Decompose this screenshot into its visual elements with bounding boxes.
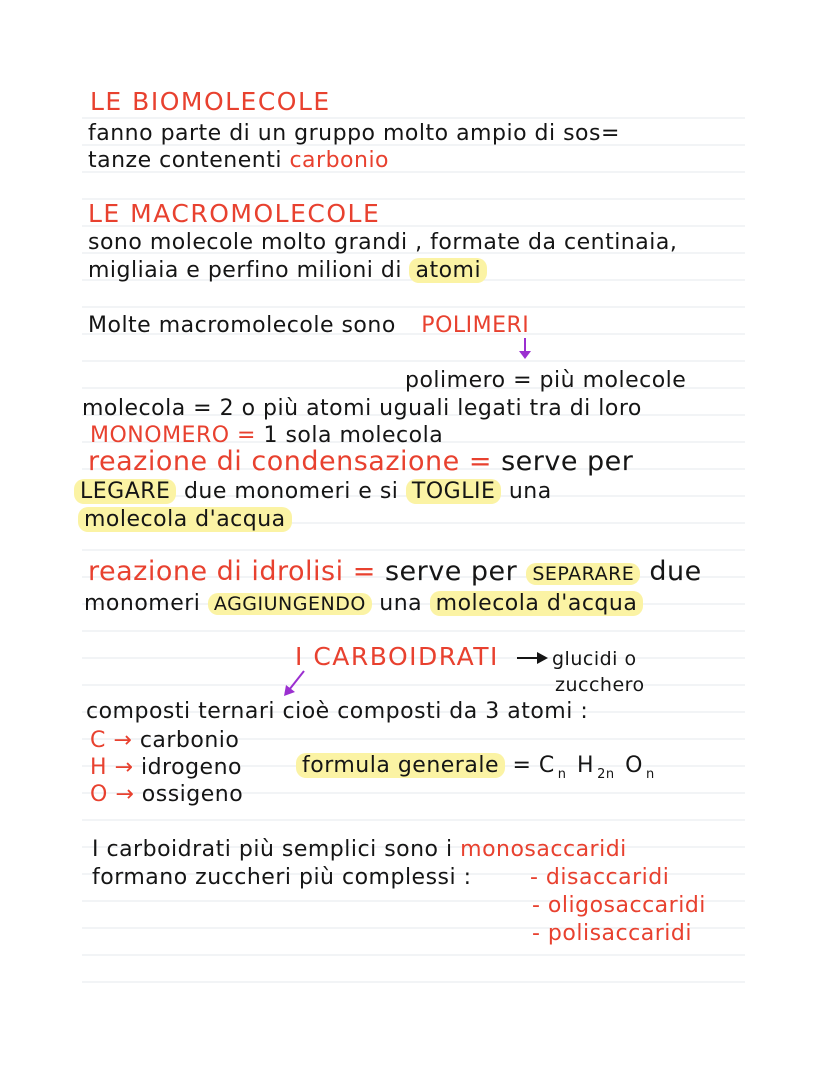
- right-arrow-icon: [515, 648, 551, 668]
- condensazione-mid-text: due monomeri e si: [183, 479, 399, 504]
- macro-text: migliaia e perfino milioni di: [88, 258, 402, 283]
- condensazione-line-3: [78, 506, 292, 534]
- condensazione-end-text: una: [508, 479, 552, 504]
- monomero-text: 1 sola molecola: [263, 423, 444, 448]
- idrolisi-monomeri-text: monomeri: [84, 591, 201, 616]
- formula-h-sub: 2n: [597, 767, 615, 782]
- formula-equals: =: [512, 753, 532, 778]
- down-arrow-icon: [515, 336, 535, 362]
- hydrogen-name: idrogeno: [140, 755, 242, 780]
- composti-line: composti ternari cioè composti da 3 atomi :: [86, 699, 589, 724]
- polimeri-term: POLIMERI: [421, 313, 530, 338]
- water-highlight-2: molecola d'acqua: [430, 591, 644, 616]
- polimeri-text: Molte macromolecole sono: [88, 313, 396, 338]
- intro-line-2: [88, 147, 389, 175]
- intro-line-1: fanno parte di un gruppo molto ampio di sos=: [88, 121, 620, 146]
- formula-c: C: [538, 753, 555, 778]
- atomi-highlight: atomi: [409, 258, 487, 283]
- zucchero-text: zucchero: [555, 674, 645, 696]
- hydrogen-symbol: H: [90, 755, 108, 780]
- complex-line: formano zuccheri più complessi :: [92, 865, 472, 890]
- formula-c-sub: n: [557, 767, 567, 782]
- glucidi-text: glucidi o: [552, 648, 637, 670]
- condensazione-line-2: [74, 478, 552, 506]
- element-carbonio: [90, 727, 239, 755]
- disaccaridi-term: - disaccaridi: [530, 865, 670, 890]
- arrow-icon: →: [115, 782, 135, 807]
- monosaccaridi-term: monosaccaridi: [460, 837, 627, 862]
- simple-text: I carboidrati più semplici sono i: [92, 837, 453, 862]
- monomero-term: MONOMERO =: [90, 423, 256, 448]
- formula-h: H: [577, 753, 595, 778]
- page-title: LE BIOMOLECOLE: [90, 87, 331, 116]
- polisaccaridi-term: - polisaccaridi: [532, 921, 692, 946]
- oligosaccaridi-term: - oligosaccaridi: [532, 893, 706, 918]
- idrolisi-term: reazione di idrolisi =: [88, 556, 376, 587]
- legare-highlight: LEGARE: [74, 479, 176, 504]
- oxygen-name: ossigeno: [141, 782, 244, 807]
- carboidrati-heading: I CARBOIDRATI: [295, 642, 499, 671]
- condensazione-term: reazione di condensazione =: [88, 446, 492, 477]
- diagonal-arrow-icon: [280, 668, 308, 698]
- idrolisi-una-text: una: [379, 591, 423, 616]
- togli-highlight: TOGLIE: [406, 479, 501, 504]
- arrow-icon: →: [114, 755, 134, 780]
- condensazione-line-1: [88, 448, 633, 476]
- idrolisi-end-text: due: [649, 556, 702, 587]
- condensazione-text: serve per: [501, 446, 634, 477]
- carbonio-term: carbonio: [289, 148, 390, 173]
- macro-line-1: sono molecole molto grandi , formate da centinaia,: [88, 230, 678, 255]
- idrolisi-line-1: [88, 558, 702, 588]
- molecola-definition: molecola = 2 o più atomi uguali legati tra di loro: [82, 396, 642, 421]
- formula-o-sub: n: [645, 767, 655, 782]
- macro-line-2: [88, 257, 487, 285]
- formula-o: O: [625, 753, 643, 778]
- idrolisi-text: serve per: [384, 556, 518, 587]
- oxygen-symbol: O: [90, 782, 108, 807]
- formula-line: [296, 752, 658, 783]
- carbon-name: carbonio: [139, 728, 240, 753]
- formula-label-highlight: formula generale: [296, 753, 505, 778]
- macromolecole-heading: LE MACROMOLECOLE: [88, 199, 381, 228]
- water-highlight-1: molecola d'acqua: [78, 507, 292, 532]
- polimeri-line: [88, 312, 529, 340]
- element-idrogeno: [90, 754, 242, 782]
- aggiungendo-highlight: AGGIUNGENDO: [208, 593, 372, 615]
- intro-text: tanze contenenti: [88, 148, 282, 173]
- separare-highlight: SEPARARE: [526, 563, 640, 585]
- simple-line: [92, 836, 627, 864]
- element-ossigeno: [90, 781, 243, 809]
- carbon-symbol: C: [90, 728, 106, 753]
- polimero-definition: polimero = più molecole: [405, 368, 687, 393]
- idrolisi-line-2: [84, 590, 643, 618]
- arrow-icon: →: [113, 728, 133, 753]
